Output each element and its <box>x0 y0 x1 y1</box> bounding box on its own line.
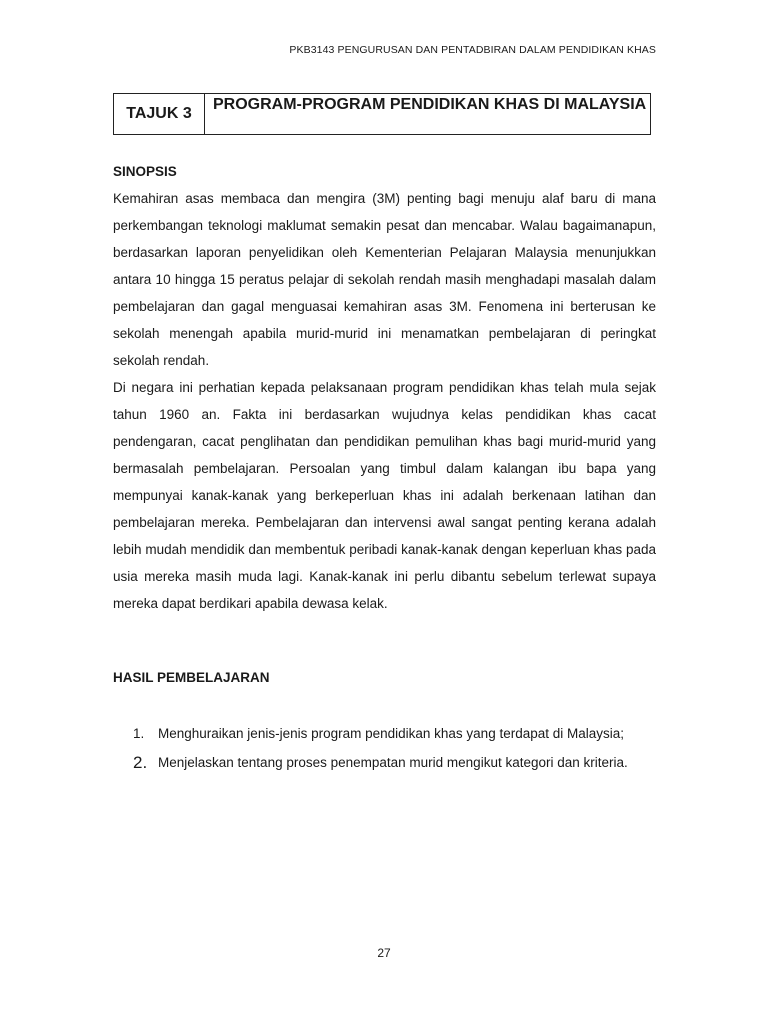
list-item-number: 2. <box>133 753 148 772</box>
sinopsis-paragraph-2: Di negara ini perhatian kepada pelaksanaan program pendidikan khas telah mula sejak tahun 1960 an. Fakta ini berdasarkan wujudnya kelas pendidikan khas cacat pendengaran, cacat penglihatan dan pendidikan pemulihan khas bagi murid-murid yang bermasalah pembelajaran. Persoalan yang timbul dalam kalangan ibu bapa yang mempunyai kanak-kanak yang berkeperluan khas ini adalah berkenaan latihan dan pembelajaran mereka. Pembelajaran dan intervensi awal sangat penting kerana adalah lebih mudah mendidik dan membentuk peribadi kanak-kanak dengan keperluan khas pada usia mereka masih muda lagi. Kanak-kanak ini perlu dibantu sebelum terlewat supaya mereka dapat berdikari apabila dewasa kelak. <box>113 380 656 611</box>
running-header: PKB3143 PENGURUSAN DAN PENTADBIRAN DALAM PENDIDIKAN KHAS <box>289 44 656 56</box>
learning-outcomes-heading: HASIL PEMBELAJARAN <box>113 670 270 685</box>
sinopsis-heading: SINOPSIS <box>113 164 177 179</box>
list-item <box>133 720 656 747</box>
page-number: 27 <box>377 946 391 960</box>
sinopsis-body <box>113 185 656 617</box>
topic-title: PROGRAM-PROGRAM PENDIDIKAN KHAS DI MALAYSIA <box>213 96 647 113</box>
list-item <box>133 749 656 776</box>
topic-number: TAJUK 3 <box>114 94 205 134</box>
list-item-number: 1. <box>133 726 145 741</box>
learning-outcomes-list <box>133 720 656 778</box>
list-item-text: Menjelaskan tentang proses penempatan murid mengikut kategori dan kriteria. <box>158 755 628 770</box>
topic-title-box <box>113 93 651 135</box>
sinopsis-paragraph-1: Kemahiran asas membaca dan mengira (3M) penting bagi menuju alaf baru di mana perkembangan teknologi maklumat semakin pesat dan mencabar. Walau bagaimanapun, berdasarkan laporan penyelidikan oleh Kementerian Pelajaran Malaysia menunjukkan antara 10 hingga 15 peratus pelajar di sekolah rendah masih menghadapi masalah dalam pembelajaran dan gagal menguasai kemahiran asas 3M. Fenomena ini berterusan ke sekolah menengah apabila murid-murid ini menamatkan pembelajaran di peringkat sekolah rendah. <box>113 191 656 368</box>
list-item-text: Menghuraikan jenis-jenis program pendidikan khas yang terdapat di Malaysia; <box>158 726 625 741</box>
